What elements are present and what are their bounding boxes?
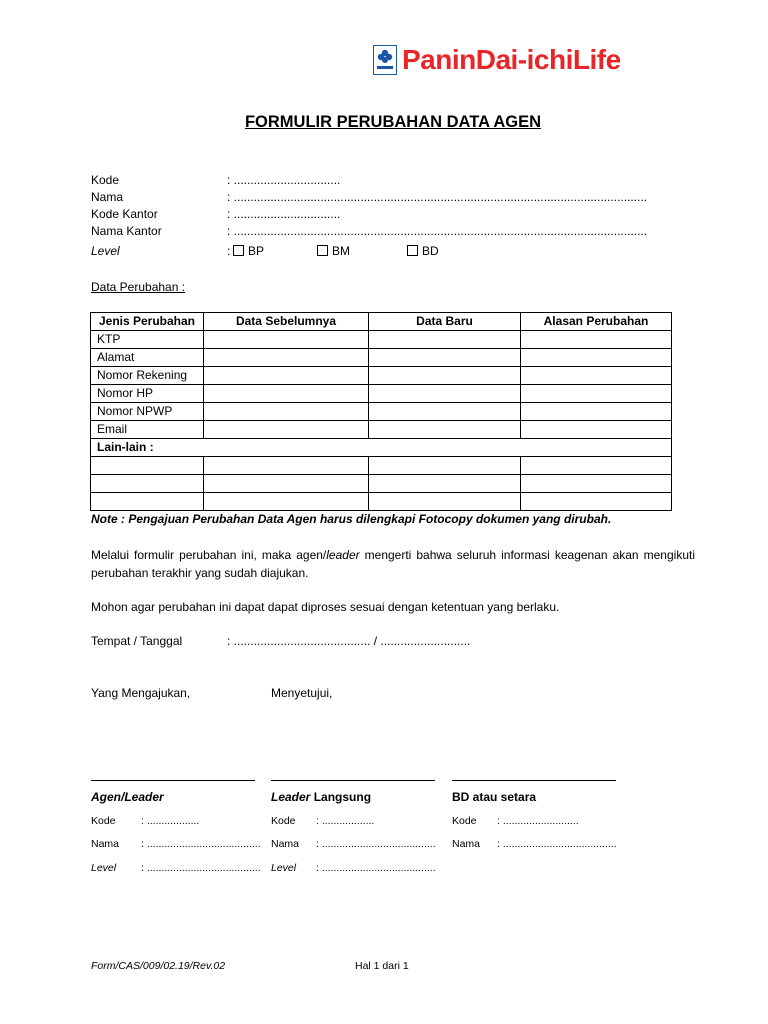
sig-agent-level-label: Level xyxy=(91,862,117,874)
table-row xyxy=(91,331,672,349)
table-cell[interactable] xyxy=(521,493,672,511)
table-cell[interactable] xyxy=(369,331,521,349)
field-value-nama-kantor[interactable]: : ............................................................................................................................ xyxy=(227,224,648,238)
paragraph-statement: Melalui formulir perubahan ini, maka agen/leader mengerti bahwa seluruh informasi keagenan akan mengikuti perubahan terakhir yang sudah diajukan. xyxy=(91,548,695,580)
table-cell[interactable] xyxy=(369,385,521,403)
sig-agent-level-value[interactable]: : ....................................... xyxy=(141,862,261,874)
signature-head-bd: BD atau setara xyxy=(452,790,537,804)
table-row xyxy=(91,367,672,385)
field-label-nama-kantor: Nama Kantor xyxy=(91,224,162,238)
table-cell[interactable] xyxy=(369,403,521,421)
table-row xyxy=(91,457,672,475)
table-cell[interactable] xyxy=(369,421,521,439)
field-label-kode-kantor: Kode Kantor xyxy=(91,207,158,221)
checkbox-icon[interactable] xyxy=(317,245,328,256)
column-header: Data Sebelumnya xyxy=(204,313,369,331)
company-logo xyxy=(373,44,621,76)
sig-bd-kode-value[interactable]: : .......................... xyxy=(497,815,579,827)
note: Note : Pengajuan Perubahan Data Agen harus dilengkapi Fotocopy dokumen yang dirubah. xyxy=(91,512,612,526)
table-cell[interactable] xyxy=(204,475,369,493)
paragraph-request: Mohon agar perubahan ini dapat dapat diproses sesuai dengan ketentuan yang berlaku. xyxy=(91,600,560,614)
table-cell[interactable] xyxy=(204,385,369,403)
signature-line-bd[interactable] xyxy=(452,780,616,781)
table-row xyxy=(91,493,672,511)
table-cell[interactable] xyxy=(204,331,369,349)
row-label: Nomor NPWP xyxy=(91,403,204,421)
row-label: Nomor Rekening xyxy=(91,367,204,385)
level-option-bm[interactable]: BM xyxy=(317,244,350,258)
table-cell[interactable] xyxy=(521,403,672,421)
form-code: Form/CAS/009/02.19/Rev.02 xyxy=(91,960,226,972)
place-date-value[interactable]: : ......................................... / ........................... xyxy=(227,634,471,648)
sig-leader-nama-value[interactable]: : ....................................... xyxy=(316,838,436,850)
sig-bd-kode-label: Kode xyxy=(452,815,477,827)
table-cell[interactable] xyxy=(204,493,369,511)
flower-emblem-icon xyxy=(373,45,397,75)
sig-agent-nama-label: Nama xyxy=(91,838,120,850)
table-cell[interactable] xyxy=(204,403,369,421)
changes-table xyxy=(90,312,672,511)
sig-leader-level-value[interactable]: : ....................................... xyxy=(316,862,436,874)
checkbox-icon[interactable] xyxy=(233,245,244,256)
table-header-row xyxy=(91,313,672,331)
sig-bd-nama-value[interactable]: : ....................................... xyxy=(497,838,617,850)
column-header: Jenis Perubahan xyxy=(91,313,204,331)
approved-by-label: Menyetujui, xyxy=(271,686,333,700)
table-cell[interactable] xyxy=(369,475,521,493)
sig-agent-nama-value[interactable]: : ....................................... xyxy=(141,838,261,850)
row-label: Email xyxy=(91,421,204,439)
table-row xyxy=(91,421,672,439)
row-label: Nomor HP xyxy=(91,385,204,403)
table-row xyxy=(91,475,672,493)
table-cell[interactable] xyxy=(369,367,521,385)
field-value-nama[interactable]: : ............................................................................................................................ xyxy=(227,190,648,204)
signature-line-leader[interactable] xyxy=(271,780,435,781)
table-cell[interactable] xyxy=(369,349,521,367)
field-value-kode-kantor[interactable]: : ................................ xyxy=(227,207,341,221)
signature-line-agent[interactable] xyxy=(91,780,255,781)
field-value-kode[interactable]: : ................................ xyxy=(227,173,341,187)
sig-agent-kode-value[interactable]: : .................. xyxy=(141,815,200,827)
table-cell[interactable] xyxy=(521,349,672,367)
level-prefix: : xyxy=(227,244,231,258)
table-cell[interactable] xyxy=(521,331,672,349)
table-cell[interactable] xyxy=(204,457,369,475)
table-row xyxy=(91,385,672,403)
sig-bd-nama-label: Nama xyxy=(452,838,481,850)
section-label-data-perubahan: Data Perubahan : xyxy=(91,280,186,294)
sig-leader-level-label: Level xyxy=(271,862,297,874)
field-label-level: Level xyxy=(91,244,120,258)
column-header: Data Baru xyxy=(369,313,521,331)
table-cell[interactable] xyxy=(204,367,369,385)
form-title: FORMULIR PERUBAHAN DATA AGEN xyxy=(244,113,542,131)
sig-leader-kode-label: Kode xyxy=(271,815,296,827)
field-label-nama: Nama xyxy=(91,190,124,204)
level-option-bp[interactable]: BP xyxy=(233,244,264,258)
table-cell[interactable] xyxy=(521,367,672,385)
table-cell[interactable] xyxy=(369,457,521,475)
sig-leader-kode-value[interactable]: : .................. xyxy=(316,815,375,827)
signature-head-agent: Agen/Leader xyxy=(91,790,164,804)
row-label: Alamat xyxy=(91,349,204,367)
table-cell[interactable] xyxy=(204,349,369,367)
checkbox-icon[interactable] xyxy=(407,245,418,256)
field-label-kode: Kode xyxy=(91,173,120,187)
sig-leader-nama-label: Nama xyxy=(271,838,300,850)
table-cell[interactable] xyxy=(521,421,672,439)
table-row-other-header xyxy=(91,439,672,457)
table-cell[interactable] xyxy=(204,421,369,439)
sig-agent-kode-label: Kode xyxy=(91,815,116,827)
table-cell[interactable] xyxy=(91,457,204,475)
table-cell[interactable] xyxy=(369,493,521,511)
page-number: Hal 1 dari 1 xyxy=(355,960,409,972)
level-option-bd[interactable]: BD xyxy=(407,244,439,258)
table-cell[interactable] xyxy=(91,493,204,511)
table-cell[interactable] xyxy=(521,385,672,403)
table-cell[interactable] xyxy=(521,457,672,475)
table-cell[interactable] xyxy=(91,475,204,493)
column-header: Alasan Perubahan xyxy=(521,313,672,331)
submitted-by-label: Yang Mengajukan, xyxy=(91,686,191,700)
place-date-label: Tempat / Tanggal xyxy=(91,634,183,648)
row-label: KTP xyxy=(91,331,204,349)
signature-head-leader: Leader Langsung xyxy=(271,790,372,804)
table-row xyxy=(91,349,672,367)
logo-text: PaninDai-ichiLife xyxy=(402,44,621,75)
other-label: Lain-lain : xyxy=(91,439,672,457)
table-row xyxy=(91,403,672,421)
table-cell[interactable] xyxy=(521,475,672,493)
